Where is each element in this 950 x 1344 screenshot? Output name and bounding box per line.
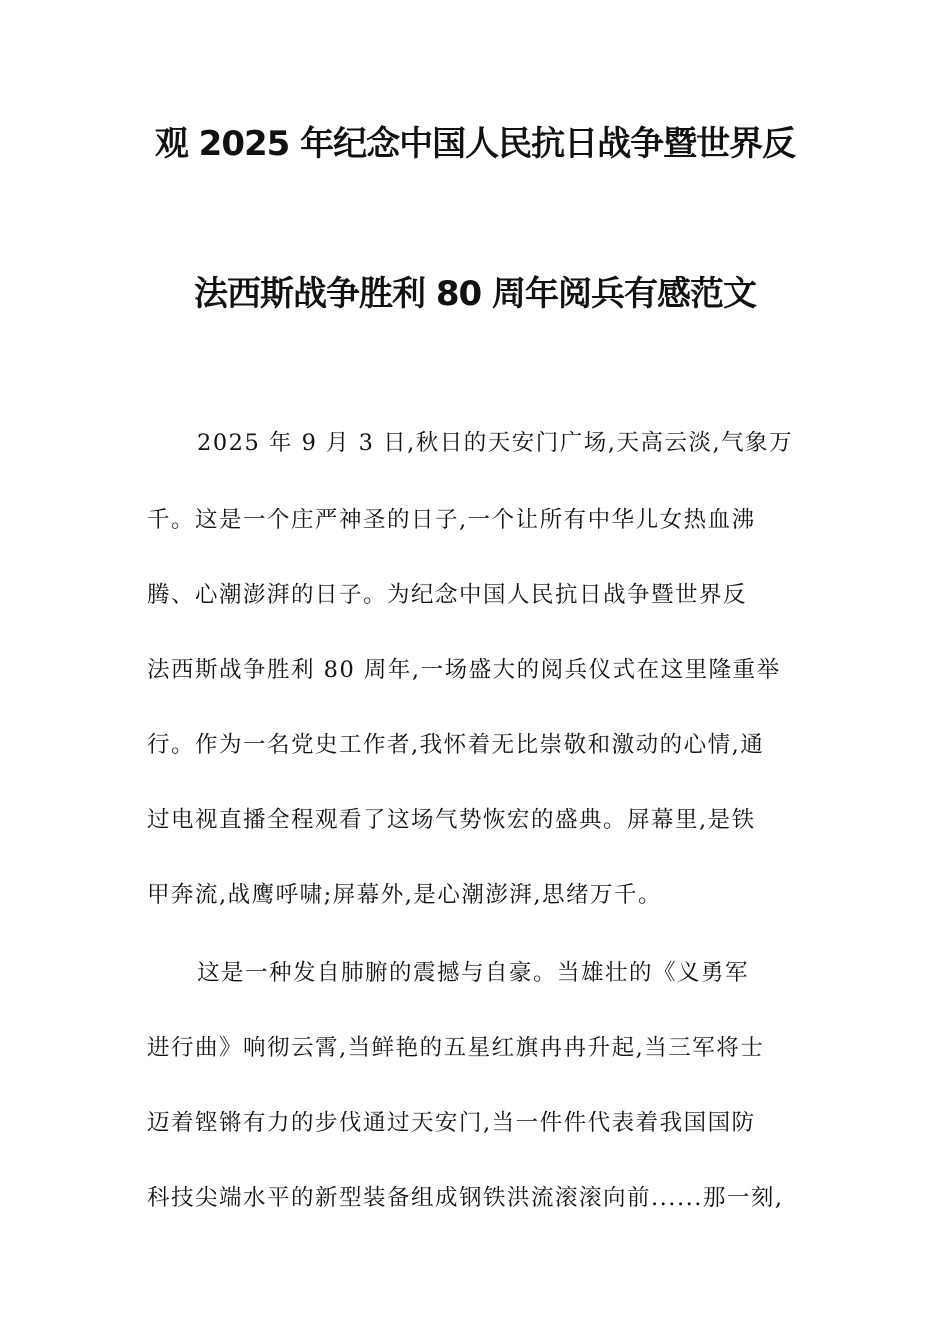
paragraph-line: 进行曲》响彻云霄,当鲜艳的五星红旗冉冉升起,当三军将士 xyxy=(147,1035,765,1061)
paragraph-line: 法西斯战争胜利 80 周年,一场盛大的阅兵仪式在这里隆重举 xyxy=(147,657,781,683)
paragraph-line: 甲奔流,战鹰呼啸;屏幕外,是心潮澎湃,思绪万千。 xyxy=(147,882,663,908)
document-title-line-1: 观 2025 年纪念中国人民抗日战争暨世界反 xyxy=(154,124,796,164)
paragraph-line: 腾、心潮澎湃的日子。为纪念中国人民抗日战争暨世界反 xyxy=(147,582,748,608)
paragraph-line: 过电视直播全程观看了这场气势恢宏的盛典。屏幕里,是铁 xyxy=(147,807,756,833)
paragraph-line: 行。作为一名党史工作者,我怀着无比崇敬和激动的心情,通 xyxy=(147,732,765,758)
paragraph-line: 这是一种发自肺腑的震撼与自豪。当雄壮的《义勇军 xyxy=(197,960,750,986)
paragraph-line: 迈着铿锵有力的步伐通过天安门,当一件件代表着我国国防 xyxy=(147,1110,756,1136)
paragraph-line: 科技尖端水平的新型装备组成钢铁洪流滚滚向前......那一刻, xyxy=(147,1185,784,1211)
document-title-line-2: 法西斯战争胜利 80 周年阅兵有感范文 xyxy=(194,274,756,314)
paragraph-line: 2025 年 9 月 3 日,秋日的天安门广场,天高云淡,气象万 xyxy=(197,430,794,456)
paragraph-line: 千。这是一个庄严神圣的日子,一个让所有中华儿女热血沸 xyxy=(147,507,756,533)
